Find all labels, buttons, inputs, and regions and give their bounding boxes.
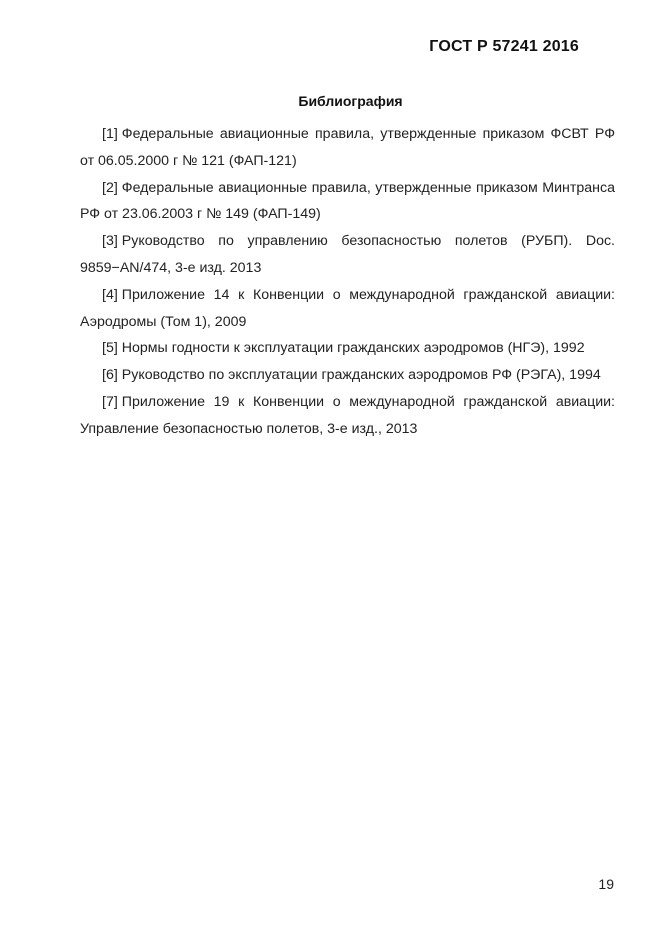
bibliography-entry-text: Приложение 19 к Конвенции о международной гражданской авиации: Управление безопасностью полетов, 3-е изд., 2013	[80, 393, 615, 437]
bibliography-entry	[80, 362, 615, 389]
bibliography-entry-number: [4]	[102, 286, 118, 303]
bibliography-entry-text: Руководство по управлению безопасностью полетов (РУБП). Doc. 9859−AN/474, 3-е изд. 2013	[80, 233, 615, 276]
bibliography-entry-text: Нормы годности к эксплуатации гражданских аэродромов (НГЭ), 1992	[121, 340, 585, 357]
bibliography-entry-text: Федеральные авиационные правила, утвержденные приказом ФСВТ РФ от 06.05.2000 г № 121 (ФАП-121)	[80, 126, 615, 169]
section-title: Библиография	[298, 93, 403, 109]
bibliography-entry	[80, 228, 615, 282]
bibliography-entry-text: Федеральные авиационные правила, утвержденные приказом Минтранса РФ от 23.06.2003 г № 149 (ФАП-149)	[80, 179, 615, 223]
bibliography-list	[80, 121, 615, 443]
bibliography-entry-number: [7]	[102, 393, 118, 410]
bibliography-entry-number: [3]	[102, 233, 118, 250]
bibliography-entry-number: [1]	[102, 126, 118, 142]
bibliography-entry-number: [6]	[102, 367, 118, 384]
bibliography-entry	[80, 175, 615, 229]
bibliography-entry	[80, 335, 615, 362]
page-number: 19	[598, 876, 614, 892]
document-code: ГОСТ Р 57241 2016	[429, 38, 579, 55]
bibliography-entry-number: [5]	[102, 340, 118, 357]
bibliography-entry-text: Руководство по эксплуатации гражданских аэродромов РФ (РЭГА), 1994	[121, 367, 601, 384]
bibliography-entry-number: [2]	[102, 179, 118, 196]
bibliography-entry-text: Приложение 14 к Конвенции о международной гражданской авиации: Аэродромы (Том 1), 2009	[80, 286, 615, 330]
bibliography-entry	[80, 121, 615, 175]
bibliography-entry	[80, 389, 615, 443]
bibliography-entry	[80, 282, 615, 336]
